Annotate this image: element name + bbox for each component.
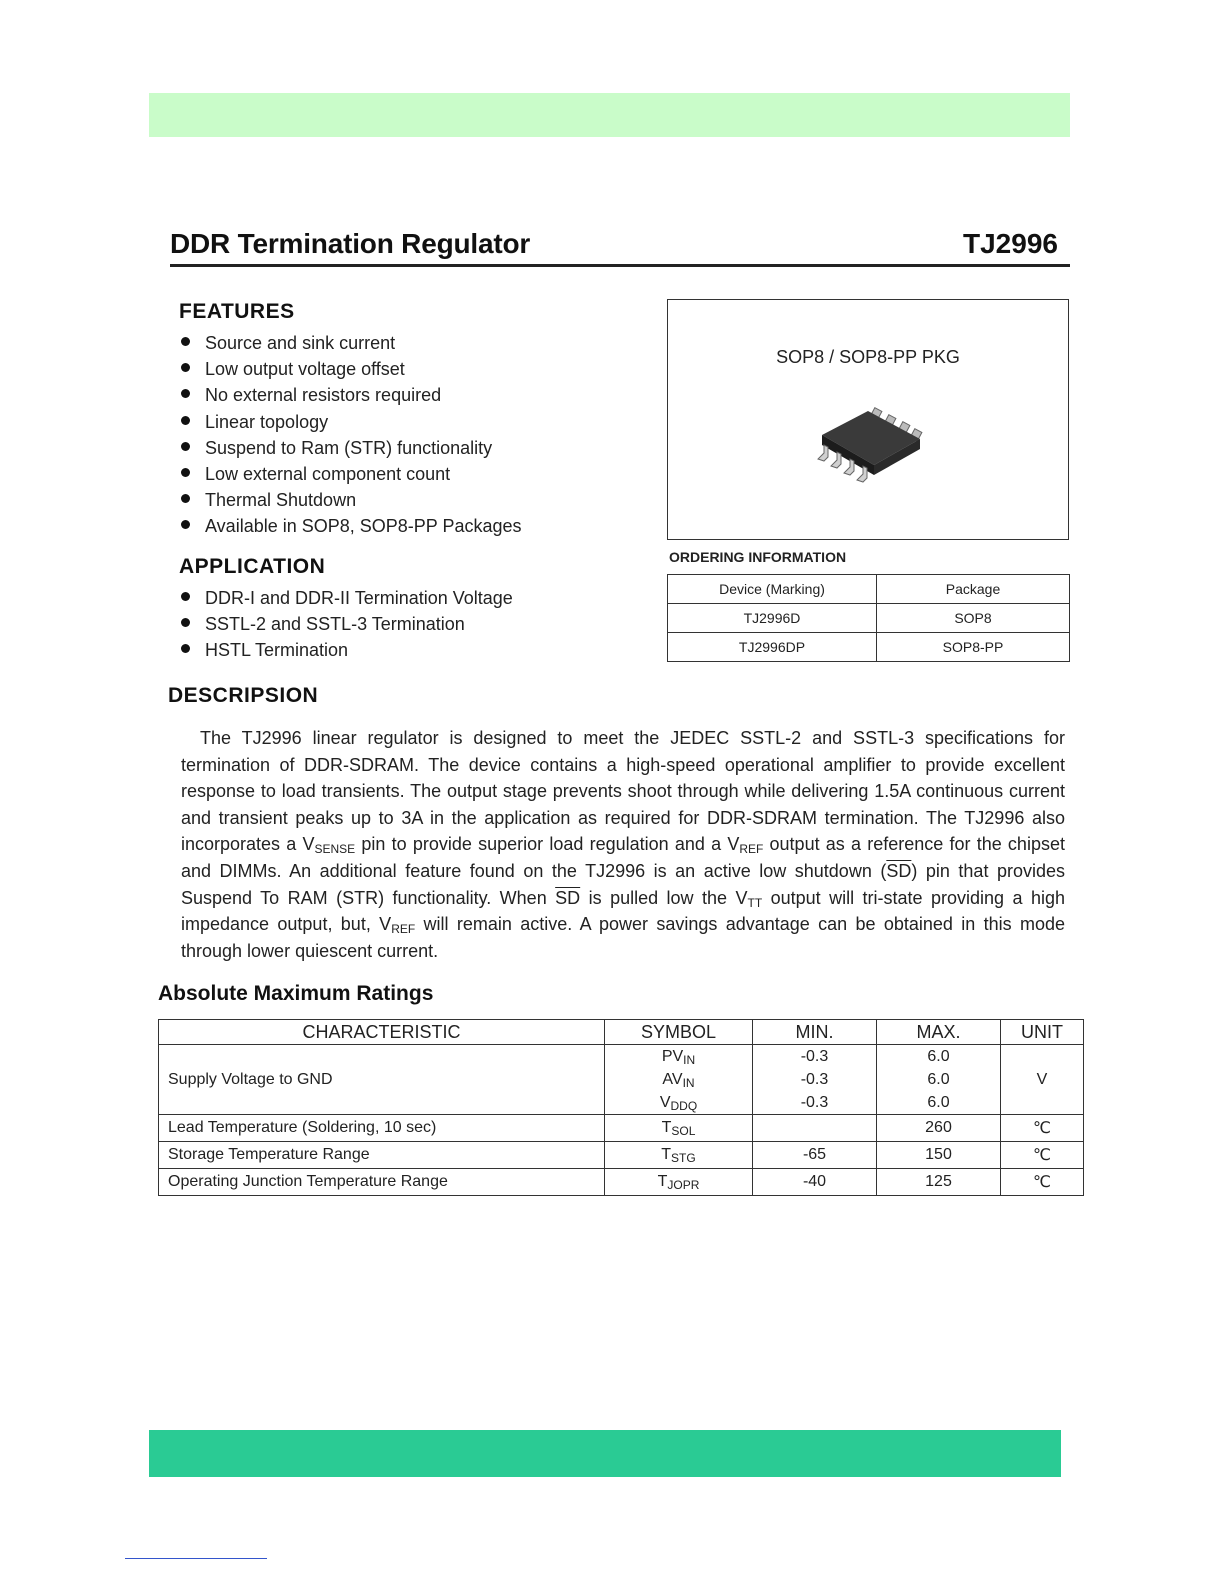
table-header-row: [668, 575, 1070, 604]
table-cell: -0.3 -0.3 -0.3: [753, 1045, 877, 1115]
ratings-title: Absolute Maximum Ratings: [158, 982, 434, 1005]
table-cell: SOP8: [877, 604, 1070, 633]
list-item: Source and sink current: [180, 330, 522, 356]
list-item: Available in SOP8, SOP8-PP Packages: [180, 513, 522, 539]
description-heading: DESCRIPSION: [168, 684, 319, 707]
table-cell: TJ2996DP: [668, 633, 877, 662]
list-item: Linear topology: [180, 409, 522, 435]
table-cell: -40: [753, 1169, 877, 1196]
list-item: Suspend to Ram (STR) functionality: [180, 435, 522, 461]
table-cell: $T_{JOPR}$: [605, 1169, 753, 1196]
page-title: DDR Termination Regulator: [170, 228, 531, 259]
table-header: Package: [877, 575, 1070, 604]
application-list: [180, 585, 513, 664]
table-cell: Storage Temperature Range: [159, 1142, 605, 1169]
package-label: SOP8 / SOP8-PP PKG: [776, 347, 960, 367]
table-row: [159, 1115, 1084, 1142]
table-cell: ℃: [1001, 1142, 1084, 1169]
table-cell: 6.0 6.0 6.0: [877, 1045, 1001, 1115]
top-color-band: [149, 93, 1070, 137]
ratings-table: [158, 1019, 1084, 1196]
table-cell: Supply Voltage to GND: [159, 1045, 605, 1115]
table-cell: V: [1001, 1045, 1084, 1115]
table-cell: $T_{SOL}$: [605, 1115, 753, 1142]
list-item: Thermal Shutdown: [180, 487, 522, 513]
table-row: [668, 633, 1070, 662]
table-header: MIN.: [753, 1020, 877, 1045]
list-item: No external resistors required: [180, 382, 522, 408]
table-row: [159, 1142, 1084, 1169]
table-cell: [753, 1115, 877, 1142]
table-cell: SOP8-PP: [877, 633, 1070, 662]
list-item: HSTL Termination: [180, 637, 513, 663]
table-cell: Operating Junction Temperature Range: [159, 1169, 605, 1196]
table-cell: 125: [877, 1169, 1001, 1196]
ordering-table: [667, 574, 1070, 662]
application-heading: APPLICATION: [179, 555, 326, 578]
table-header: Device (Marking): [668, 575, 877, 604]
part-number: TJ2996: [963, 228, 1058, 259]
footer-rule: [125, 1558, 267, 1559]
table-header: UNIT: [1001, 1020, 1084, 1045]
table-cell: Lead Temperature (Soldering, 10 sec): [159, 1115, 605, 1142]
table-cell: -65: [753, 1142, 877, 1169]
table-header-row: [159, 1020, 1084, 1045]
table-cell: ℃: [1001, 1169, 1084, 1196]
table-row: [159, 1169, 1084, 1196]
description-body: [181, 725, 1065, 964]
table-cell: 150: [877, 1142, 1001, 1169]
list-item: Low external component count: [180, 461, 522, 487]
table-row: [668, 604, 1070, 633]
table-cell: TJ2996D: [668, 604, 877, 633]
title-rule: [170, 264, 1070, 267]
description-paragraph: The TJ2996 linear regulator is designed to meet the JEDEC SSTL-2 and SSTL-3 specifications for termination of DDR-SDRAM. The device contains a high-speed operational amplifier to provide excellent response to load transients. The output stage prevents shoot through while delivering 1.5A continuous current and transient peaks up to 3A in the application as required for DDR-SDRAM termination. The TJ2996 also incorporates a $V_{SENSE}$ pin to provide superior load regulation and a $V_{REF}$ output as a reference for the chipset and DIMMs. An additional feature found on the TJ2996 is an active low shutdown $(\overline{SD})$ pin that provides Suspend To RAM (STR) functionality. When $\overline{SD}$ is pulled low the $V_{TT}$ output will tri-state providing a high impedance output, but, $V_{REF}$ will remain active. A power savings advantage can be obtained in this mode through lower quiescent current.: [181, 728, 1066, 961]
bottom-color-band: [149, 1430, 1061, 1477]
table-row: [159, 1045, 1084, 1115]
list-item: Low output voltage offset: [180, 356, 522, 382]
list-item: SSTL-2 and SSTL-3 Termination: [180, 611, 513, 637]
features-list: [180, 330, 522, 540]
table-header: MAX.: [877, 1020, 1001, 1045]
cropped-text-remnant: [158, 1213, 458, 1217]
table-cell: $PV_{IN}$ $AV_{IN}$ $V_{DDQ}$: [605, 1045, 753, 1115]
table-cell: 260: [877, 1115, 1001, 1142]
list-item: DDR-I and DDR-II Termination Voltage: [180, 585, 513, 611]
features-heading: FEATURES: [179, 300, 295, 323]
ordering-title: ORDERING INFORMATION: [669, 549, 847, 565]
table-cell: $T_{STG}$: [605, 1142, 753, 1169]
table-header: CHARACTERISTIC: [159, 1020, 605, 1045]
table-cell: ℃: [1001, 1115, 1084, 1142]
table-header: SYMBOL: [605, 1020, 753, 1045]
ic-chip-icon: [812, 403, 927, 493]
